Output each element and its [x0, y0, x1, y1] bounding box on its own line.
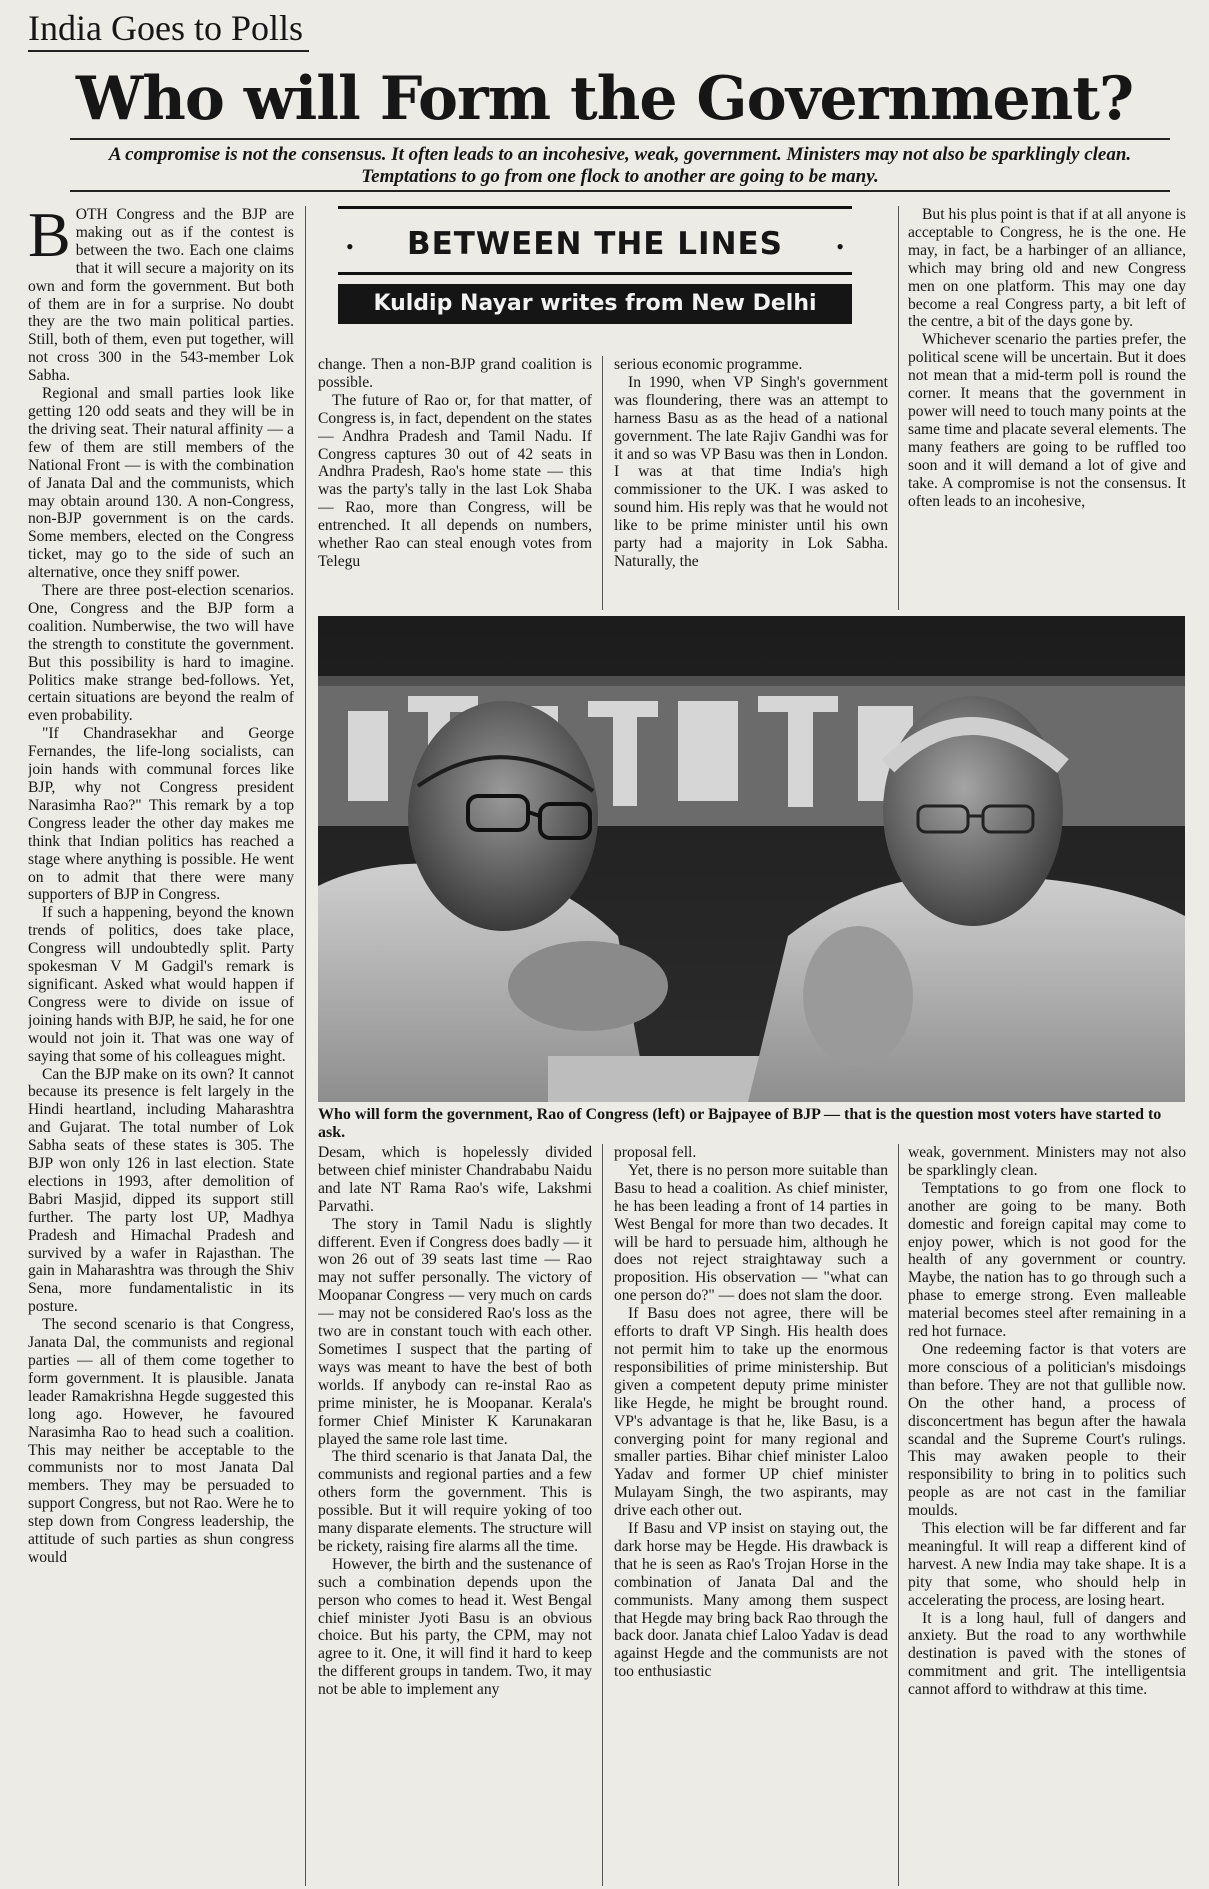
column-divider	[898, 206, 899, 610]
paragraph: This election will be far different and far meaningful. It will reap a different kind of harvest. A new India may take shape. It is a pity that some, who should help in accelerating the process, are losing heart.	[908, 1520, 1186, 1609]
column-header-box	[338, 206, 852, 340]
author-byline: Kuldip Nayar writes from New Delhi	[338, 284, 852, 324]
paragraph: Yet, there is no person more suitable than Basu to head a coalition. As chief minister, he has been leading a front of 14 parties in West Bengal for more than two decades. It will be hard to persuade him, although he does not reject straightaway such a proposition. His observation — "what can one person do?" — does not slam the door.	[614, 1161, 888, 1305]
paragraph: The third scenario is that Janata Dal, the communists and regional parties and a few others form the government. This is possible. But it will require yoking of too many disparate elements. The structure will be rickety, raising fire alarms all the time.	[318, 1448, 592, 1555]
paragraph: change. Then a non-BJP grand coalition is possible.	[318, 356, 592, 391]
paragraph: Desam, which is hopelessly divided between chief minister Chandrababu Naidu and late NT Rama Rao's wife, Lakshmi Parvathi.	[318, 1144, 592, 1215]
paragraph: In 1990, when VP Singh's government was floundering, there was an attempt to harness Basu as as the head of a national government. The late Rajiv Gandhi was for it and so was VP Basu was then in London. I was at that time India's high commissioner to the UK. I was asked to sound him. His reply was that he would not like to be prime minister until his own party had a majority in Lok Sabha. Naturally, the	[614, 373, 888, 570]
paragraph: One redeeming factor is that voters are more conscious of a politician's misdoings than before. They are not that gullible now. On the other hand, a process of disconcertment has begun after the hawala scandal and the Supreme Court's rulings. This may awaken people to their responsibility to bring in to politics such people as are not cast in the familiar moulds.	[908, 1340, 1186, 1520]
paragraph: If Basu and VP insist on staying out, the dark horse may be Hegde. His drawback is that he is seen as Rao's Trojan Horse in the combination of Janata Dal and the communists. Many among them suspect that Hegde may bring back Rao through the back door. Janata chief Laloo Yadav is dead against Hegde and the communists are not too enthusiastic	[614, 1520, 888, 1681]
paragraph: weak, government. Ministers may not also be sparklingly clean.	[908, 1144, 1186, 1179]
politicians-photo-illustration	[318, 616, 1185, 1102]
paragraph: The story in Tamil Nadu is slightly different. Even if Congress does badly — it won 26 out of 39 seats last time — Rao may not suffer personally. The victory of Moopanar Congress — very much on cards — may not be considered Rao's loss as the two are in constant touch with each other. Sometimes I suspect that the parting of ways was meant to have the best of both worlds. If anybody can re-instal Rao as prime minister, he is Moopanar. Kerala's former Chief Minister K Karunakaran played the same role last time.	[318, 1215, 592, 1448]
article-column-1	[28, 206, 294, 1886]
standfirst: A compromise is not the consensus. It often leads to an incohesive, weak, government. Ministers may not also be sparklingly clean. Temptations to go from one flock to another are going to be many.	[108, 144, 1132, 187]
article-column-2-bottom	[318, 1144, 592, 1886]
paragraph: Can the BJP make on its own? It cannot because its presence is felt largely in the Hindi heartland, including Maharashtra and Gujarat. The total number of Lok Sabha seats of these states is 305. The BJP won only 126 in last election. State elections in 1993, after demolition of Babri Masjid, dipped its support still further. The party lost UP, Madhya Pradesh and Himachal Pradesh and survived by a wafer in Rajasthan. The gain in Maharashtra was through the Shiv Sena, more fundamentalistic in its posture.	[28, 1065, 294, 1316]
paragraph: serious economic programme.	[614, 356, 803, 373]
news-photo	[318, 616, 1185, 1102]
standfirst-bottom-rule	[70, 190, 1170, 192]
column-divider	[898, 1144, 899, 1886]
headline: Who will Form the Government?	[75, 64, 1134, 134]
paragraph: Whichever scenario the parties prefer, the political scene will be uncertain. But it does not mean that a mid-term poll is round the corner. It means that the government in power will need to touch many points at the same time and placate several elements. The many feathers are going to be ruffled too soon and it will demand a lot of give and take. A compromise is not the consensus. It often leads to an incohesive,	[908, 331, 1186, 510]
paragraph: The second scenario is that Congress, Janata Dal, the communists and regional parties — all of them come together to form government. It is plausible. Janata leader Ramakrishna Hegde suggested this long ago. However, he favoured Narasimha Rao to head such a coalition. This may neither be acceptable to the communists nor to most Janata Dal members. They may be persuaded to support Congress, but not Rao. Were he to step down from Congress leadership, the attitude of such parties as shun congress would	[28, 1316, 294, 1566]
paragraph: If such a happening, beyond the known trends of politics, does take place, Congress will undoubtedly split. Party spokesman V M Gadgil's remark is significant. Asked what would happen if Congress were to divide on issue of joining hands with BJP, he said, he for one would not join it. That was one way of saying that some of his colleagues might.	[28, 904, 294, 1065]
column-title: BETWEEN THE LINES	[406, 226, 784, 262]
paragraph: "If Chandrasekhar and George Fernandes, the life-long socialists, can join hands with communal forces like BJP, why not Congress president Narasimha Rao?" This remark by a top Congress leader the other day makes me think that Indian politics has reached a stage where anything is possible. He went on to admit that there were many supporters of BJP in Congress.	[28, 725, 294, 904]
drop-cap: B	[28, 206, 71, 270]
paragraph: It is a long haul, full of dangers and anxiety. But the road to any worthwhile destination is paved with the stones of commitment and grit. The intelligentsia cannot afford to withdraw at this time.	[908, 1609, 1186, 1699]
bullet-dot: •	[346, 234, 354, 259]
box-mid-rule	[338, 272, 852, 275]
article-column-3-bottom	[614, 1144, 888, 1886]
column-divider	[305, 206, 306, 1886]
paragraph: If Basu does not agree, there will be efforts to draft VP Singh. His health does not permit him to take up the enormous responsibilities of prime ministership. But given a competent deputy prime minister like Hegde, he might be brought round. VP's advantage is that he, like Basu, is a converging point for many regional and smaller parties. Bihar chief minister Laloo Yadav and former UP chief minister Mulayam Singh, the two aspirants, may drive each other out.	[614, 1305, 888, 1520]
article-column-2-top	[318, 356, 592, 610]
column-divider	[602, 1144, 603, 1886]
paragraph: However, the birth and the sustenance of such a combination depends upon the person who comes to head it. West Bengal chief minister Jyoti Basu is an obvious choice. But his party, the CPM, may not agree to it. One, it will find it hard to keep the different groups in tandem. Two, it may not be able to implement any	[318, 1555, 592, 1699]
paragraph: BOTH Congress and the BJP are making out as if the contest is between the two. Each one claims that it will secure a majority on its own and form the government. But both of them are in for a surprise. No doubt they are the two main political parties. Still, both of them, even put together, will not cross 300 in the 543-member Lok Sabha.	[28, 206, 294, 385]
standfirst-top-rule	[70, 138, 1170, 140]
bullet-dot: •	[836, 234, 844, 259]
article-column-4-top	[908, 206, 1186, 610]
box-top-rule	[338, 206, 852, 209]
article-column-3-top	[614, 356, 888, 610]
paragraph: There are three post-election scenarios. One, Congress and the BJP form a coalition. Numberwise, the two will have the strength to constitute the government. But this possibility is hard to imagine. Politics make strange bed-follows. Yet, certain situations are beyond the realm of even probability.	[28, 582, 294, 725]
paragraph: Temptations to go from one flock to another are going to be many. Both domestic and foreign capital may come to enjoy power, which is not good for the health of any government or country. Maybe, the nation has to go through such a phase to emerge strong. Even malleable material becomes steel after remaining in a red hot furnace.	[908, 1179, 1186, 1341]
article-column-4-bottom	[908, 1144, 1186, 1886]
column-divider	[602, 356, 603, 610]
paragraph: But his plus point is that if at all anyone is acceptable to Congress, he is the one. He may, in fact, be a harbinger of an alliance, which may bring old and new Congress men on one platform. This may one day become a real Congress party, a bit left of the centre, a bit of the days gone by.	[908, 206, 1186, 331]
paragraph: The future of Rao or, for that matter, of Congress is, in fact, dependent on the states — Andhra Pradesh and Tamil Nadu. If Congress captures 30 out of 42 seats in Andhra Pradesh, Rao's home state — this was the party's tally in the last Lok Shaba — Rao, more than Congress, will be entrenched. It all depends on numbers, whether Rao can steal enough votes from Telegu	[318, 391, 592, 570]
photo-caption: Who will form the government, Rao of Congress (left) or Bajpayee of BJP — that is the question most voters have started to ask.	[318, 1106, 1162, 1141]
paragraph: Regional and small parties look like getting 120 odd seats and they will be in the driving seat. Their natural affinity — a few of them are still members of the National Front — is with the combination of Janata Dal and the communists, which may obtain around 130. A non-Congress, non-BJP government is on the cards. Some members, elected on the Congress ticket, may go to the side of such an alternative, once they sniff power.	[28, 385, 294, 582]
section-kicker: India Goes to Polls	[28, 6, 309, 52]
paragraph: proposal fell.	[614, 1144, 697, 1161]
